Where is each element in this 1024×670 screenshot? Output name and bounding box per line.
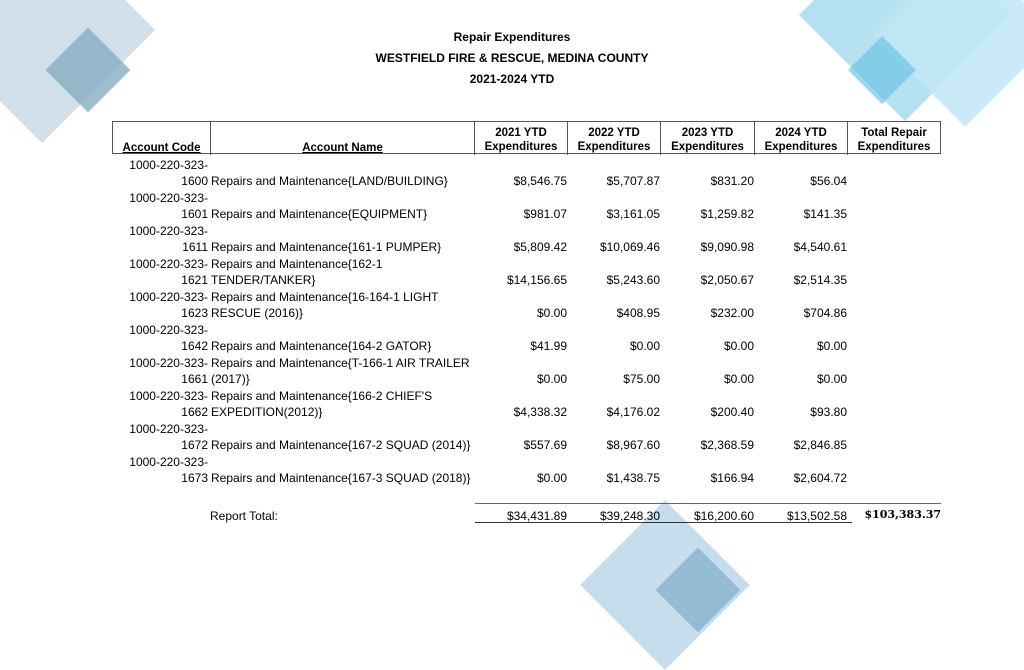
- value-2022: $408.95: [616, 306, 660, 320]
- account-code: 1000-220-323- 1661: [129, 356, 208, 386]
- table-row: [0, 322, 1024, 355]
- account-name: Repairs and Maintenance{164-2 GATOR}: [211, 339, 432, 353]
- value-2022: $10,069.46: [599, 240, 660, 254]
- header-account-name: Account Name: [211, 122, 475, 155]
- report-subtitle: WESTFIELD FIRE & RESCUE, MEDINA COUNTY: [375, 51, 649, 65]
- table-row: [0, 223, 1024, 256]
- value-2021: $5,809.42: [513, 240, 567, 254]
- value-2023: $232.00: [710, 306, 754, 320]
- account-code: 1000-220-323- 1601: [129, 191, 208, 221]
- header-2022: 2022 YTD Expenditures: [568, 122, 661, 155]
- account-code: 1000-220-323- 1672: [129, 422, 208, 452]
- grand-total: $103,383.37: [864, 508, 941, 521]
- value-2022: $3,161.05: [606, 207, 660, 221]
- table-row: [0, 289, 1024, 322]
- report-period: 2021-2024 YTD: [469, 72, 555, 86]
- account-code: 1000-220-323- 1600: [129, 158, 208, 188]
- value-2024: $141.35: [803, 207, 847, 221]
- table-row: [0, 157, 1024, 190]
- header-2024: 2024 YTD Expenditures: [755, 122, 848, 155]
- value-2022: $1,438.75: [606, 471, 660, 485]
- table-row: [0, 190, 1024, 223]
- account-name: Repairs and Maintenance{167-2 SQUAD (2014)}: [211, 438, 471, 452]
- value-2024: $0.00: [816, 339, 847, 353]
- value-2023: $9,090.98: [700, 240, 754, 254]
- value-2023: $2,368.59: [700, 438, 754, 452]
- account-name: Repairs and Maintenance{EQUIPMENT}: [211, 207, 428, 221]
- value-2022: $8,967.60: [606, 438, 660, 452]
- header-account-code: Account Code: [113, 122, 211, 155]
- table-row: [0, 388, 1024, 421]
- total-2022: $39,248.30: [599, 509, 660, 523]
- account-code: 1000-220-323- 1673: [129, 455, 208, 485]
- header-2021: 2021 YTD Expenditures: [475, 122, 568, 155]
- value-2024: $2,604.72: [793, 471, 847, 485]
- total-2021: $34,431.89: [506, 509, 567, 523]
- value-2021: $14,156.65: [506, 273, 567, 287]
- value-2023: $0.00: [723, 372, 754, 386]
- value-2021: $981.07: [523, 207, 567, 221]
- value-2024: $93.80: [810, 405, 847, 419]
- account-code: 1000-220-323- 1662: [129, 389, 208, 419]
- account-code: 1000-220-323- 1623: [129, 290, 208, 320]
- value-2021: $0.00: [536, 306, 567, 320]
- value-2023: $1,259.82: [700, 207, 754, 221]
- value-2021: $41.99: [530, 339, 567, 353]
- value-2022: $0.00: [629, 339, 660, 353]
- value-2023: $831.20: [710, 174, 754, 188]
- value-2024: $4,540.61: [793, 240, 847, 254]
- value-2023: $200.40: [710, 405, 754, 419]
- value-2021: $0.00: [536, 372, 567, 386]
- table-row: [0, 454, 1024, 487]
- table-header: [112, 121, 941, 154]
- totals-divider: [475, 503, 941, 504]
- value-2022: $4,176.02: [606, 405, 660, 419]
- value-2024: $704.86: [803, 306, 847, 320]
- value-2021: $0.00: [536, 471, 567, 485]
- account-name: Repairs and Maintenance{T-166-1 AIR TRAILER (2017)}: [211, 356, 470, 386]
- account-name: Repairs and Maintenance{LAND/BUILDING}: [211, 174, 448, 188]
- total-2024: $13,502.58: [786, 509, 847, 523]
- account-name: Repairs and Maintenance{16-164-1 LIGHT RESCUE (2016)}: [211, 290, 439, 320]
- report-total-label: Report Total:: [210, 509, 278, 523]
- total-2023: $16,200.60: [693, 509, 754, 523]
- account-code: 1000-220-323- 1611: [129, 224, 208, 254]
- value-2023: $166.94: [710, 471, 754, 485]
- table-row: [0, 256, 1024, 289]
- account-name: Repairs and Maintenance{161-1 PUMPER}: [211, 240, 442, 254]
- value-2022: $5,243.60: [606, 273, 660, 287]
- value-2023: $0.00: [723, 339, 754, 353]
- table-row: [0, 421, 1024, 454]
- value-2021: $8,546.75: [513, 174, 567, 188]
- report-title: Repair Expenditures: [453, 30, 571, 44]
- account-name: Repairs and Maintenance{166-2 CHIEF'S EXPEDITION(2012)}: [211, 389, 433, 419]
- value-2024: $2,514.35: [793, 273, 847, 287]
- value-2021: $557.69: [523, 438, 567, 452]
- table-row: [0, 355, 1024, 388]
- value-2024: $2,846.85: [793, 438, 847, 452]
- header-2023: 2023 YTD Expenditures: [661, 122, 755, 155]
- account-code: 1000-220-323- 1642: [129, 323, 208, 353]
- value-2022: $5,707.87: [606, 174, 660, 188]
- value-2024: $56.04: [810, 174, 847, 188]
- value-2022: $75.00: [623, 372, 660, 386]
- account-code: 1000-220-323- 1621: [129, 257, 208, 287]
- totals-underline: [475, 522, 852, 523]
- account-name: Repairs and Maintenance{162-1 TENDER/TANKER}: [211, 257, 383, 287]
- value-2021: $4,338.32: [513, 405, 567, 419]
- value-2023: $2,050.67: [700, 273, 754, 287]
- value-2024: $0.00: [816, 372, 847, 386]
- account-name: Repairs and Maintenance{167-3 SQUAD (2018)}: [211, 471, 471, 485]
- header-total: Total Repair Expenditures: [857, 127, 931, 153]
